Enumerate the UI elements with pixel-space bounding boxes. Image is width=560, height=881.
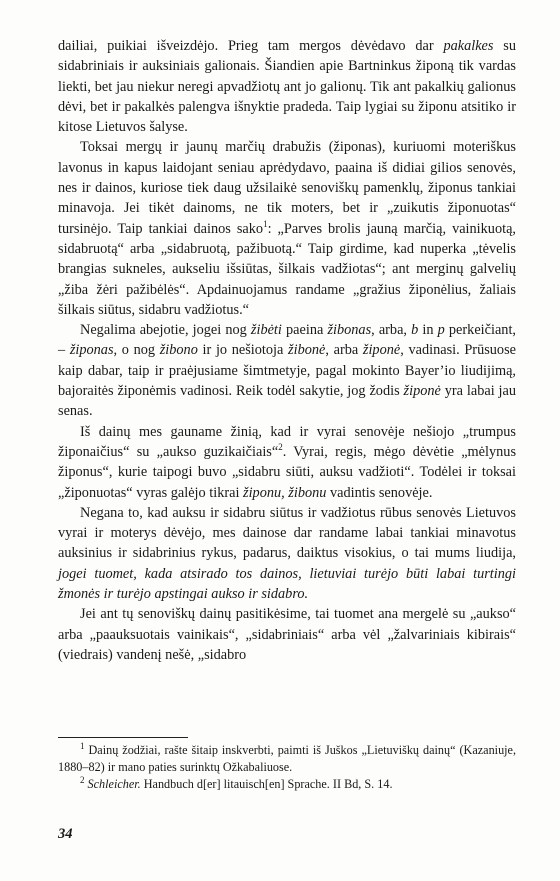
text-run: paeina [281, 322, 328, 339]
footnote [58, 742, 516, 776]
paragraph [58, 320, 516, 421]
text-run: Iš dainų mes gauname žinią, kad ir vyrai senovėje nešiojo „trumpus žiponaičius“ su „aukso guzikaičiais“ [58, 423, 516, 460]
text-run: in [418, 322, 438, 339]
paragraph [58, 422, 516, 503]
text-run: : „Parves brolis jauną marčią, vainikuotą, sidabruotą“ arba „sidabruotą, pažibuotą.“ Taip girdime, kad nuperka „tėvelis brangias sukneles, aukseliu išsiūtas, šilkais vadžiotas“; ant merginų galvelių „žiba žėri pažibėlės“. Apdainuojamus randame „gražius žiponėlius, žaliais šilkais siūtus, sidabru vadžiotus.“ [58, 220, 516, 318]
text-run: , o nog [113, 342, 160, 359]
italic-text: Schleicher. [87, 777, 141, 791]
italic-text: jogei tuomet, kada atsirado tos dainos, lietuviai turėjo būti labai turtingi žmonės ir turėjo apstingai aukso ir sidabro. [58, 565, 516, 603]
text-run: yra labai jau senas. [58, 383, 517, 420]
italic-text: p [437, 322, 445, 339]
text-run: vadintis senovėje. [326, 484, 433, 501]
footnote [58, 776, 516, 793]
italic-text: žiponė [403, 383, 441, 400]
text-run: Negalima abejotie, jogei nog [80, 322, 251, 339]
italic-text: žiponu, žibonu [243, 484, 327, 501]
text-run: Toksai mergų ir jaunų marčių drabužis (žiponas), kuriuomi moteriškus lavonus in kapus laidojant seniau aprėdydavo, paaina iš didiai gilios senovės, nes ir dainos, kuriose tiek daug užsilaikė senoviškų pamenklų, žiponus tankiai minavoja. Jei tikėt dainoms, ne tik moters, bet ir „zuikutis žiponuotas“ tursinėjo. Taip tankiai dainos sako [58, 139, 516, 237]
paragraph [58, 503, 516, 604]
text-run: Negana to, kad auksu ir sidabru siūtus ir vadžiotus rūbus senovės Lietuvos vyrai ir moterys dėvėjo, mes dainose dar randame labai tankiai minavotus auksinius ir sidabrinius rykus, padarus, daiktus visokius, o tai mums liudija, [58, 504, 516, 562]
italic-text: žibėti [250, 322, 282, 339]
text-run: ir jo nešiotoja [197, 342, 289, 359]
text-run: , arba, [371, 322, 412, 339]
italic-text: žibono [159, 342, 198, 359]
text-run: Handbuch d[er] litauisch[en] Sprache. II Bd, S. 14. [140, 777, 393, 791]
footnotes [58, 742, 516, 793]
text-run: Jei ant tų senoviškų dainų pasitikėsime, tai tuomet ana mergelė su „aukso“ arba „paauksuotais vainikais“, „sidabriniais“ arba vėl „žalvariniais kibirais“ (viedrais) vandenį nešė, „sidabro [58, 606, 516, 663]
text-run: su sidabriniais ir auksiniais galionais. Šiandien apie Bartninkus žiponą tik vardas liekti, bet jau niekur neregi apvadžiotų ant jo galionų. Tik ant pakalkių galionus dėvi, bet ir pakalkės palengva išnyktie pradeda. Taip lygiai su žiponu atsitiko ir kitose Lietuvos šalyse. [58, 38, 516, 136]
footnote-marker: 1 [80, 740, 85, 751]
footnote-marker: 2 [278, 442, 283, 453]
italic-text: žibonas [327, 322, 372, 339]
footnote-divider [58, 737, 188, 738]
italic-text: b [411, 322, 419, 339]
italic-text: pakalkes [443, 38, 494, 54]
page-number: 34 [58, 826, 73, 842]
text-run: , vadinasi. Prūsuose kaip dabar, taip ir praėjusiame šimtmetyje, pagal mokinto Bayer’io liudijimą, bajoraitės žiponėmis vadinosi. Reik todėl sakytie, jog žodis [58, 342, 516, 400]
italic-text: žiponė [362, 342, 401, 359]
body-text [58, 36, 516, 665]
paragraph [58, 137, 516, 320]
footnote-marker: 2 [80, 774, 85, 785]
paragraph [58, 36, 516, 137]
footnote-marker: 1 [263, 218, 268, 229]
text-run: dailiai, puikiai išveizdėjo. Prieg tam mergos dėvėdavo dar [58, 38, 444, 54]
paragraph [58, 604, 516, 665]
text-run: perkeičiant, – [58, 322, 516, 359]
italic-text: žiponas [69, 342, 114, 359]
italic-text: žibonė [288, 342, 326, 359]
text-run: , arba [325, 342, 363, 359]
text-run: Dainų žodžiai, rašte šitaip inskverbti, paimti iš Juškos „Lietuviškų dainų“ (Kazaniuje, 1880–82) ir mano paties surinktų Ožkabaliuose. [58, 743, 516, 774]
text-run: . Vyrai, regis, mėgo dėvėtie „mėlynus žiponus“, kurie taipogi buvo „sidabru siūti, auksu vadžioti“. Todėlei ir toksai „žiponuotas“ vyras galėjo tikrai [58, 443, 517, 501]
